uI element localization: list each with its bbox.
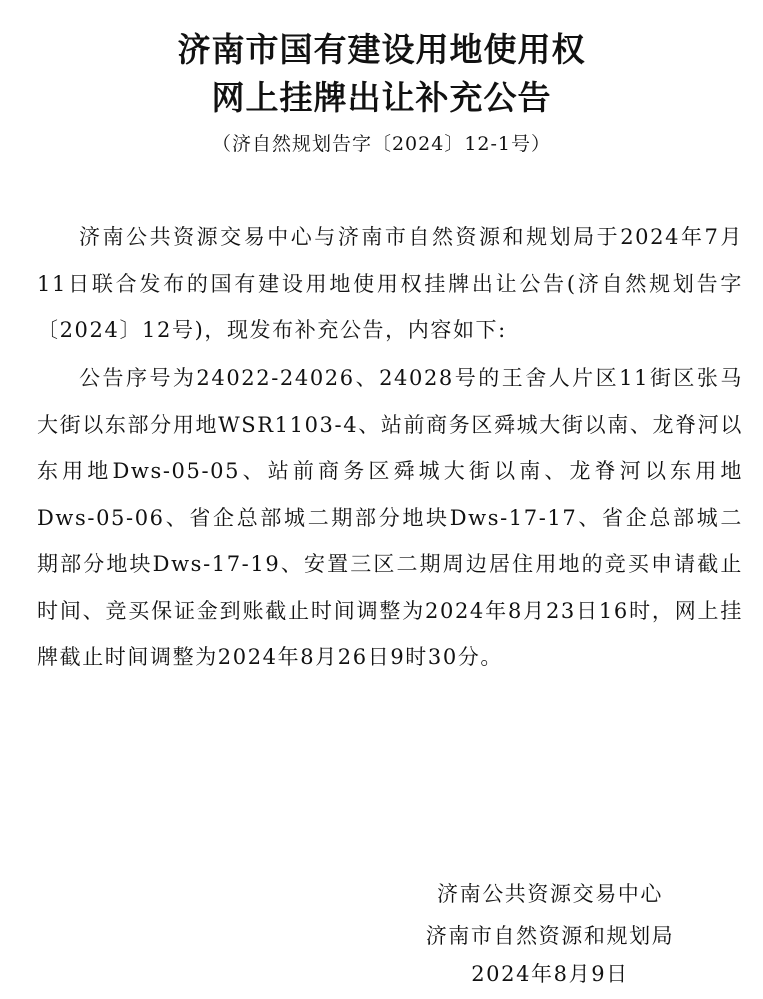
signature-date: 2024年8月9日 (471, 962, 629, 986)
page-title-line1: 济南市国有建设用地使用权 (177, 30, 586, 69)
body-paragraph-content: 公告序号为24022-24026、24028号的王舍人片区11街区张马大街以东部分用地WSR1103-4、站前商务区舜城大街以南、龙脊河以东用地Dws-05-05、站前商务区舜城大街以南、龙脊河以东用地Dws-05-06、省企总部城二期部分地块Dws-17-17、省企总部城二期部分地块Dws-17-19、安置三区二期周边居住用地的竞买申请截止时间、竞买保证金到账截止时间调整为2024年8月23日16时，网上挂牌截止时间调整为2024年8月26日9时30分。 (37, 366, 743, 669)
document-number: （济自然规划告字〔2024〕12-1号） (211, 133, 552, 155)
body-paragraph-intro: 济南公共资源交易中心与济南市自然资源和规划局于2024年7月11日联合发布的国有建设用地使用权挂牌出让公告(济自然规划告字〔2024〕12号)，现发布补充公告，内容如下: (37, 225, 743, 342)
page-title-line2: 网上挂牌出让补充公告 (211, 78, 552, 117)
signature-org-planning-bureau: 济南市自然资源和规划局 (425, 924, 675, 948)
signature-org-trading-center: 济南公共资源交易中心 (437, 882, 663, 906)
